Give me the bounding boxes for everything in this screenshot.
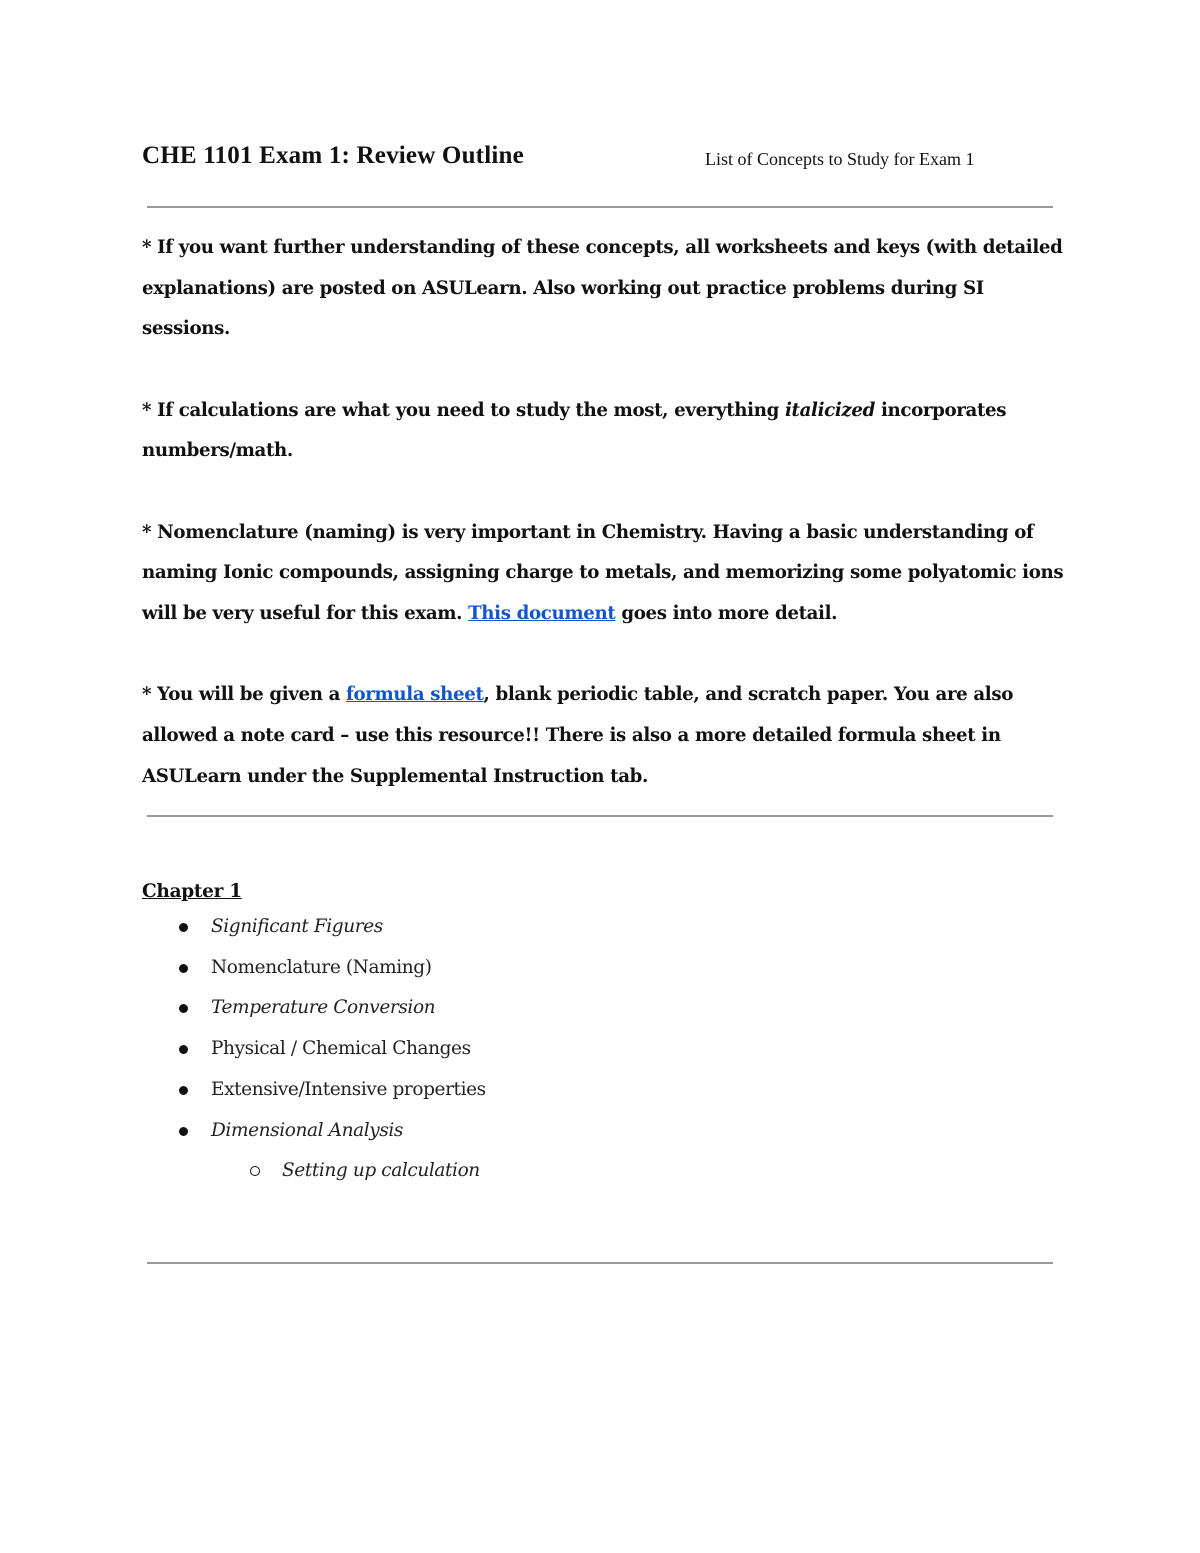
bullet-icon <box>179 964 188 973</box>
list-item <box>142 1070 486 1111</box>
hollow-bullet-icon <box>250 1166 260 1176</box>
list-item-label: Temperature Conversion <box>211 997 436 1019</box>
page-title: CHE 1101 Exam 1: Review Outline <box>142 142 524 169</box>
page-subtitle: List of Concepts to Study for Exam 1 <box>705 149 975 169</box>
list-item-label: Dimensional Analysis <box>211 1119 404 1141</box>
horizontal-divider <box>147 206 1053 208</box>
list-item <box>142 948 486 989</box>
note-text: * If you want further understanding of these concepts, all worksheets and keys (with detailed explanations) are posted on ASULearn. Also working out practice problems during SI sessions. <box>142 237 1063 340</box>
list-item-label: Setting up calculation <box>282 1160 480 1182</box>
bullet-icon <box>179 1086 188 1095</box>
list-item-label: Physical / Chemical Changes <box>211 1038 471 1060</box>
note-text: * Nomenclature (naming) is very important in Chemistry. Having a basic understanding of naming Ionic compounds, assigning charge to metals, and memorizing some polyatomic ions will be very useful for this exam. <box>142 521 1064 624</box>
note-text: incorporates numbers/math. <box>142 399 1007 462</box>
list-item <box>142 907 486 948</box>
horizontal-divider <box>147 1262 1053 1264</box>
list-item-label: Significant Figures <box>211 916 383 937</box>
bullet-icon <box>179 1045 188 1054</box>
bullet-icon <box>179 1127 188 1136</box>
bullet-icon <box>179 1004 188 1013</box>
note-calculations <box>142 391 1072 472</box>
note-emphasis: italicized <box>784 399 875 421</box>
list-item-label: Nomenclature (Naming) <box>211 956 432 978</box>
topic-list <box>142 907 486 1192</box>
this-document-link[interactable]: This document <box>468 602 616 624</box>
list-item <box>142 1029 486 1070</box>
list-item <box>142 1111 486 1152</box>
note-text: * If calculations are what you need to study the most, everything <box>142 399 785 421</box>
chapter-title: Chapter 1 <box>142 881 242 902</box>
note-worksheets <box>142 228 1072 350</box>
list-item-label: Extensive/Intensive properties <box>211 1078 486 1100</box>
chapter-section <box>142 877 486 1192</box>
notes-section <box>142 228 1072 838</box>
sub-list-item <box>142 1151 486 1192</box>
horizontal-divider <box>147 815 1053 817</box>
note-formula-sheet <box>142 675 1072 797</box>
list-item <box>142 988 486 1029</box>
bullet-icon <box>179 923 188 932</box>
formula-sheet-link[interactable]: formula sheet <box>346 684 484 706</box>
note-text: * You will be given a <box>142 684 347 706</box>
note-text: , blank periodic table, and scratch paper. You are also allowed a note card – use this resource!! There is also a more detailed formula sheet in ASULearn under the Supplemental Instruction tab. <box>142 684 1014 787</box>
note-text: goes into more detail. <box>615 602 838 624</box>
note-nomenclature <box>142 513 1072 635</box>
